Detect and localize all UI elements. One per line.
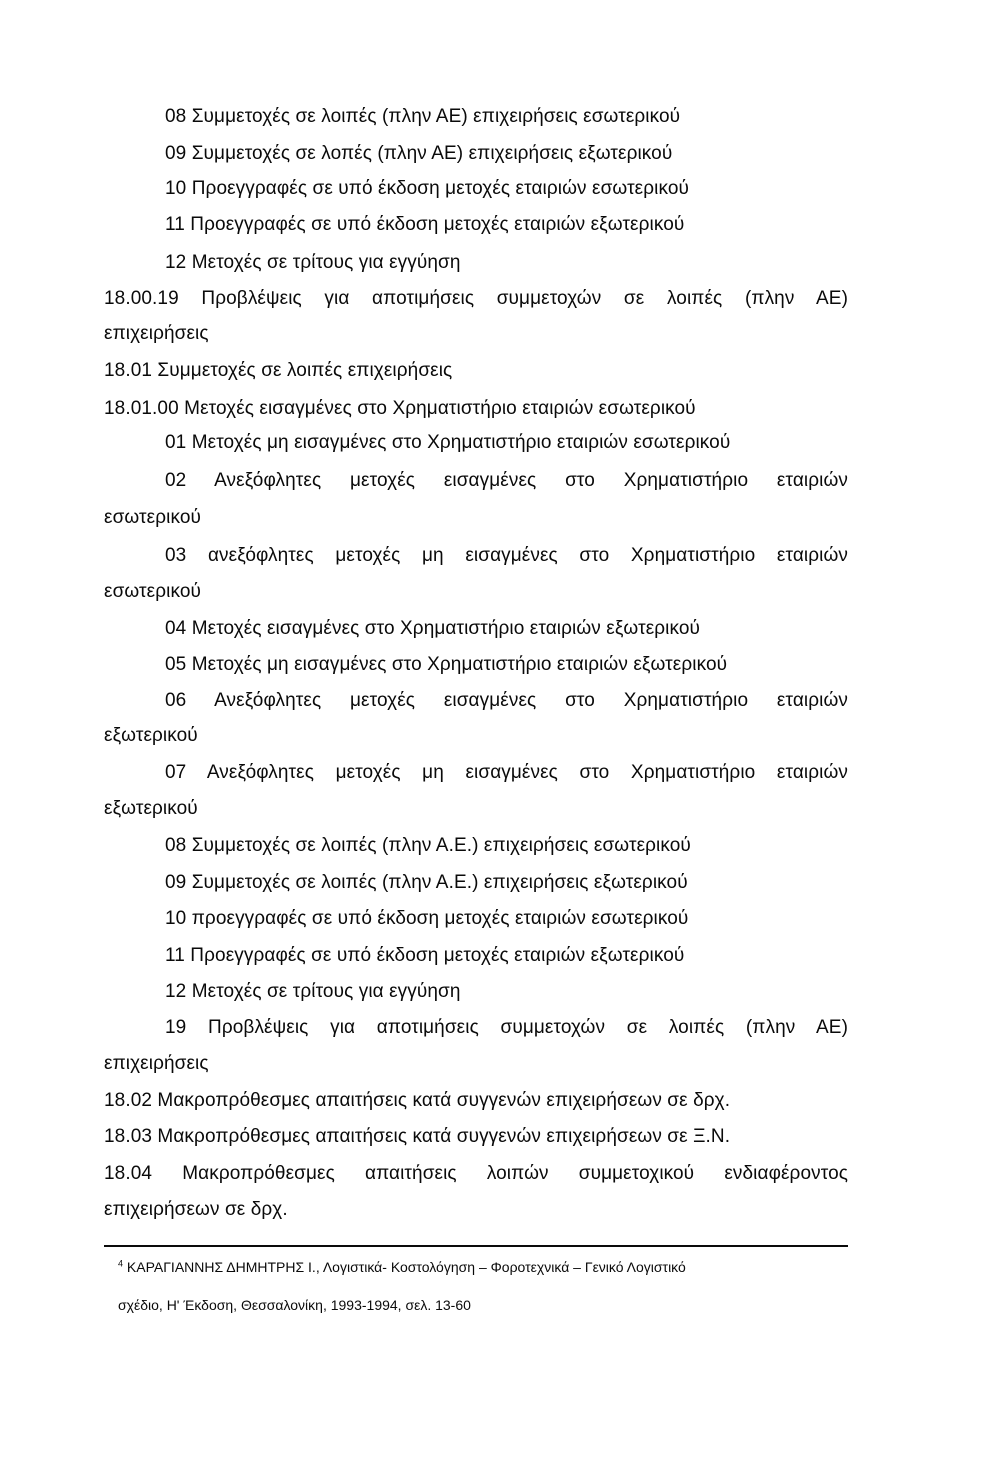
text-line: 18.01 Συμμετοχές σε λοιπές επιχειρήσεις (104, 360, 453, 381)
text-line: 03 ανεξόφλητες μετοχές μη εισαγμένες στο Χρηματιστήριο εταιριών (165, 545, 848, 566)
text-line: 12 Μετοχές σε τρίτους για εγγύηση (165, 252, 461, 273)
text-line: 02 Ανεξόφλητες μετοχές εισαγμένες στο Χρηματιστήριο εταιριών (165, 470, 848, 491)
text-line: εσωτερικού (104, 507, 201, 528)
text-line: 18.00.19 Προβλέψεις για αποτιμήσεις συμμετοχών σε λοιπές (πλην ΑΕ) (104, 288, 848, 309)
text-line: 05 Μετοχές μη εισαγμένες στο Χρηματιστήριο εταιριών εξωτερικού (165, 654, 728, 675)
text-line: 01 Μετοχές μη εισαγμένες στο Χρηματιστήριο εταιριών εσωτερικού (165, 432, 731, 453)
text-line: 07 Ανεξόφλητες μετοχές μη εισαγμένες στο Χρηματιστήριο εταιριών (165, 762, 848, 783)
text-line: 18.01.00 Μετοχές εισαγμένες στο Χρηματιστήριο εταιριών εσωτερικού (104, 398, 696, 419)
text-line: 10 Προεγγραφές σε υπό έκδοση μετοχές εταιριών εσωτερικού (165, 178, 690, 199)
text-line: 18.03 Μακροπρόθεσμες απαιτήσεις κατά συγγενών επιχειρήσεων σε Ξ.Ν. (104, 1126, 731, 1147)
text-line: επιχειρήσεων σε δρχ. (104, 1199, 288, 1220)
text-line: επιχειρήσεις (104, 323, 209, 344)
text-line: 06 Ανεξόφλητες μετοχές εισαγμένες στο Χρηματιστήριο εταιριών (165, 690, 848, 711)
text-line: 10 προεγγραφές σε υπό έκδοση μετοχές εταιριών εσωτερικού (165, 908, 689, 929)
text-line: 18.04 Μακροπρόθεσμες απαιτήσεις λοιπών συμμετοχικού ενδιαφέροντος (104, 1163, 848, 1184)
text-line: 09 Συμμετοχές σε λοιπές (πλην Α.Ε.) επιχειρήσεις εξωτερικού (165, 872, 688, 893)
text-line: 09 Συμμετοχές σε λοπές (πλην ΑΕ) επιχειρήσεις εξωτερικού (165, 143, 673, 164)
text-line: 12 Μετοχές σε τρίτους για εγγύηση (165, 981, 461, 1002)
text-line: 11 Προεγγραφές σε υπό έκδοση μετοχές εταιριών εξωτερικού (165, 945, 685, 966)
text-line: επιχειρήσεις (104, 1053, 209, 1074)
text-line: 08 Συμμετοχές σε λοιπές (πλην Α.Ε.) επιχειρήσεις εσωτερικού (165, 835, 691, 856)
text-line: εξωτερικού (104, 725, 198, 746)
footnote-text: ΚΑΡΑΓΙΑΝΝΗΣ ΔΗΜΗΤΡΗΣ Ι., Λογιστικά- Κοστολόγηση – Φοροτεχνικά – Γενικό Λογιστικό (126, 1259, 686, 1275)
text-line: 19 Προβλέψεις για αποτιμήσεις συμμετοχών σε λοιπές (πλην ΑΕ) (165, 1017, 848, 1038)
footnote-line (118, 1258, 686, 1276)
footnote-separator (104, 1245, 848, 1247)
text-line: 04 Μετοχές εισαγμένες στο Χρηματιστήριο εταιριών εξωτερικού (165, 618, 701, 639)
text-line: εξωτερικού (104, 798, 198, 819)
footnote-line: σχέδιο, Η' Έκδοση, Θεσσαλονίκη, 1993-1994, σελ. 13-60 (118, 1297, 471, 1313)
text-line: 18.02 Μακροπρόθεσμες απαιτήσεις κατά συγγενών επιχειρήσεων σε δρχ. (104, 1090, 731, 1111)
footnote-marker: 4 (118, 1258, 124, 1269)
text-line: εσωτερικού (104, 581, 201, 602)
text-line: 11 Προεγγραφές σε υπό έκδοση μετοχές εταιριών εξωτερικού (165, 214, 685, 235)
text-line: 08 Συμμετοχές σε λοιπές (πλην ΑΕ) επιχειρήσεις εσωτερικού (165, 106, 681, 127)
